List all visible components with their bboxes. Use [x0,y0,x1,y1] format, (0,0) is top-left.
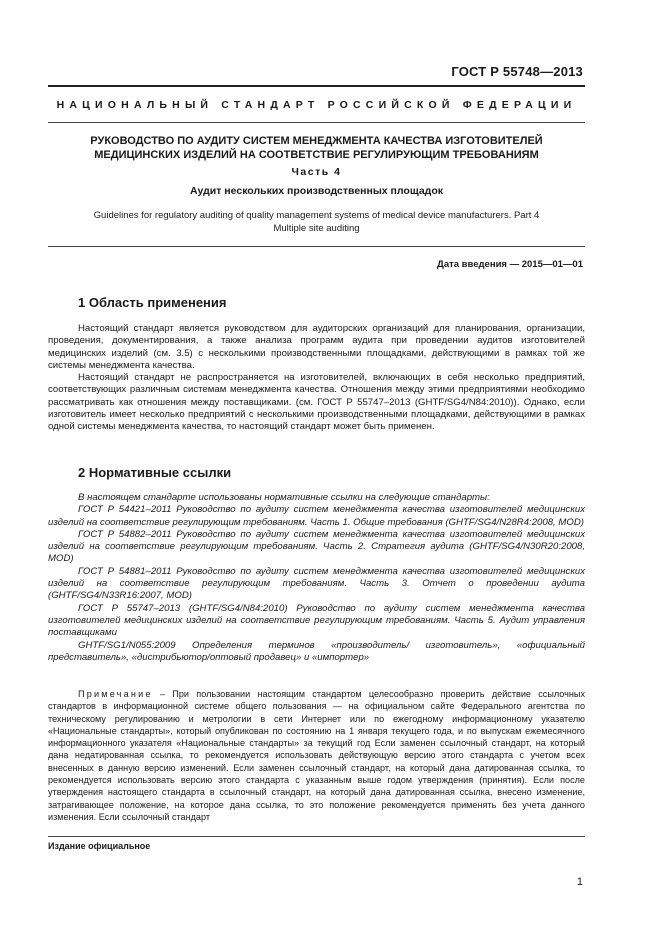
english-title [48,210,585,235]
page-number: 1 [576,876,583,888]
reference-item: ГОСТ Р 55747–2013 (GHTF/SG4/N84:2010) Руководство по аудиту систем менеджмента качества изготовителей медицинских изделий на соответствие регулирующим требованиям. Часть 5. Аудит управления поставщиками [48,602,585,639]
gost-code: ГОСТ Р 55748—2013 [451,64,583,79]
title-rule [48,246,585,247]
section-2-intro: В настоящем стандарте использованы нормативные ссылки на следующие стандарты: [78,492,490,503]
title-line-2: МЕДИЦИНСКИХ ИЗДЕЛИЙ НА СООТВЕТСТВИЕ РЕГУЛИРУЮЩИМ ТРЕБОВАНИЯМ [94,149,539,161]
note-text: – При пользовании настоящим стандартом целесообразно проверить действие ссылочных стандартов в информационной системе общего пользования — на официальном сайте Федерального агентства по техническому регулированию и метрологии в сети Интернет или по ежегодному информационному указателю «Национальные стандарты», который опубликован по состоянию на 1 января текущего года, и по выпускам ежемесячного информационного указателя «Национальные стандарты» за текущий год Если заменен ссылочный стандарт, на который дана недатированная ссылка, то рекомендуется использовать действующую версию этого стандарта с учетом всех внесенных в данную версию изменений. Если заменен ссылочный стандарт, на который дана датированная ссылка, то рекомендуется использовать версию этого стандарта с указанным выше годом утверждения (принятия). Если после утверждения настоящего стандарта в ссылочный стандарт, на который дана датированная ссылка, внесено изменение, затрагивающее положение, на которое дана ссылка, то это положение рекомендуется применять без учета данного изменения. Если ссылочный стандарт [48,689,585,822]
part-label: Часть 4 [291,166,342,178]
section-1-paragraph-2: Настоящий стандарт не распространяется на изготовителей, включающих в себя несколько предприятий, соответствующих различным системам менеджмента качества. Отношения между этими предприятиями необходимо рассматривать как отношения между поставщиками. (см. ГОСТ Р 55747–2013 (GHTF/SG4/N84:2010)). Однако, если изготовитель имеет несколько предприятий с несколькими производственными площадками, действующими в рамках одной системы менеджмента качества, то настоящий стандарт может быть применен. [48,372,585,433]
note-block [48,688,585,823]
national-standard-banner: НАЦИОНАЛЬНЫЙ СТАНДАРТ РОССИЙСКОЙ ФЕДЕРАЦИИ [56,99,577,111]
header-rule [48,85,585,87]
official-edition-label: Издание официальное [48,841,151,851]
section-2-body [48,492,585,664]
title-line-1: РУКОВОДСТВО ПО АУДИТУ СИСТЕМ МЕНЕДЖМЕНТА КАЧЕСТВА ИЗГОТОВИТЕЛЕЙ [90,135,543,147]
part-subtitle: Аудит нескольких производственных площадок [189,185,444,197]
english-title-line-2: Multiple site auditing [273,222,360,234]
section-1-paragraph-1: Настоящий стандарт является руководством для аудиторских организаций для планирования, организации, проведения, документирования, а также анализа программ аудита при проведении аудитов изготовителей медицинских изделий (см. 3.5) с несколькими производственными площадками, действующими в рамках той же системы менеджмента качества. [48,323,585,371]
section-1-body [48,323,585,434]
document-title [48,134,585,162]
reference-item: ГОСТ Р 54881–2011 Руководство по аудиту систем менеджмента качества изготовителей медицинских изделий на соответствие регулирующим требованиям. Часть 3. Отчет о проведении аудита (GHTF/SG4/N33R16:2007, MOD) [48,565,585,602]
footer-rule [48,836,585,837]
reference-item: ГОСТ Р 54882–2011 Руководство по аудиту систем менеджмента качества изготовителей медицинских изделий на соответствие регулирующим требованиям. Часть 2. Стратегия аудита (GHTF/SG4/N30R20:2008, MOD) [48,528,585,565]
reference-item: GHTF/SG1/N055:2009 Определения терминов «производитель/ изготовитель», «официальный представитель», «дистрибьютор/оптовый продавец» и «импортер» [48,639,585,663]
banner-rule [48,122,585,123]
section-1-heading: 1 Область применения [78,295,227,310]
introduction-date: Дата введения — 2015—01—01 [437,259,583,270]
reference-item: ГОСТ Р 54421–2011 Руководство по аудиту систем менеджмента качества изготовителей медицинских изделий на соответствие регулирующим требованиям. Часть 1. Общие требования (GHTF/SG4/N28R4:2008, MOD) [48,504,585,528]
section-2-heading: 2 Нормативные ссылки [78,465,232,480]
note-label: Примечание [78,689,153,699]
english-title-line-1: Guidelines for regulatory auditing of quality management systems of medical device manufacturers. Part 4 [93,210,540,221]
